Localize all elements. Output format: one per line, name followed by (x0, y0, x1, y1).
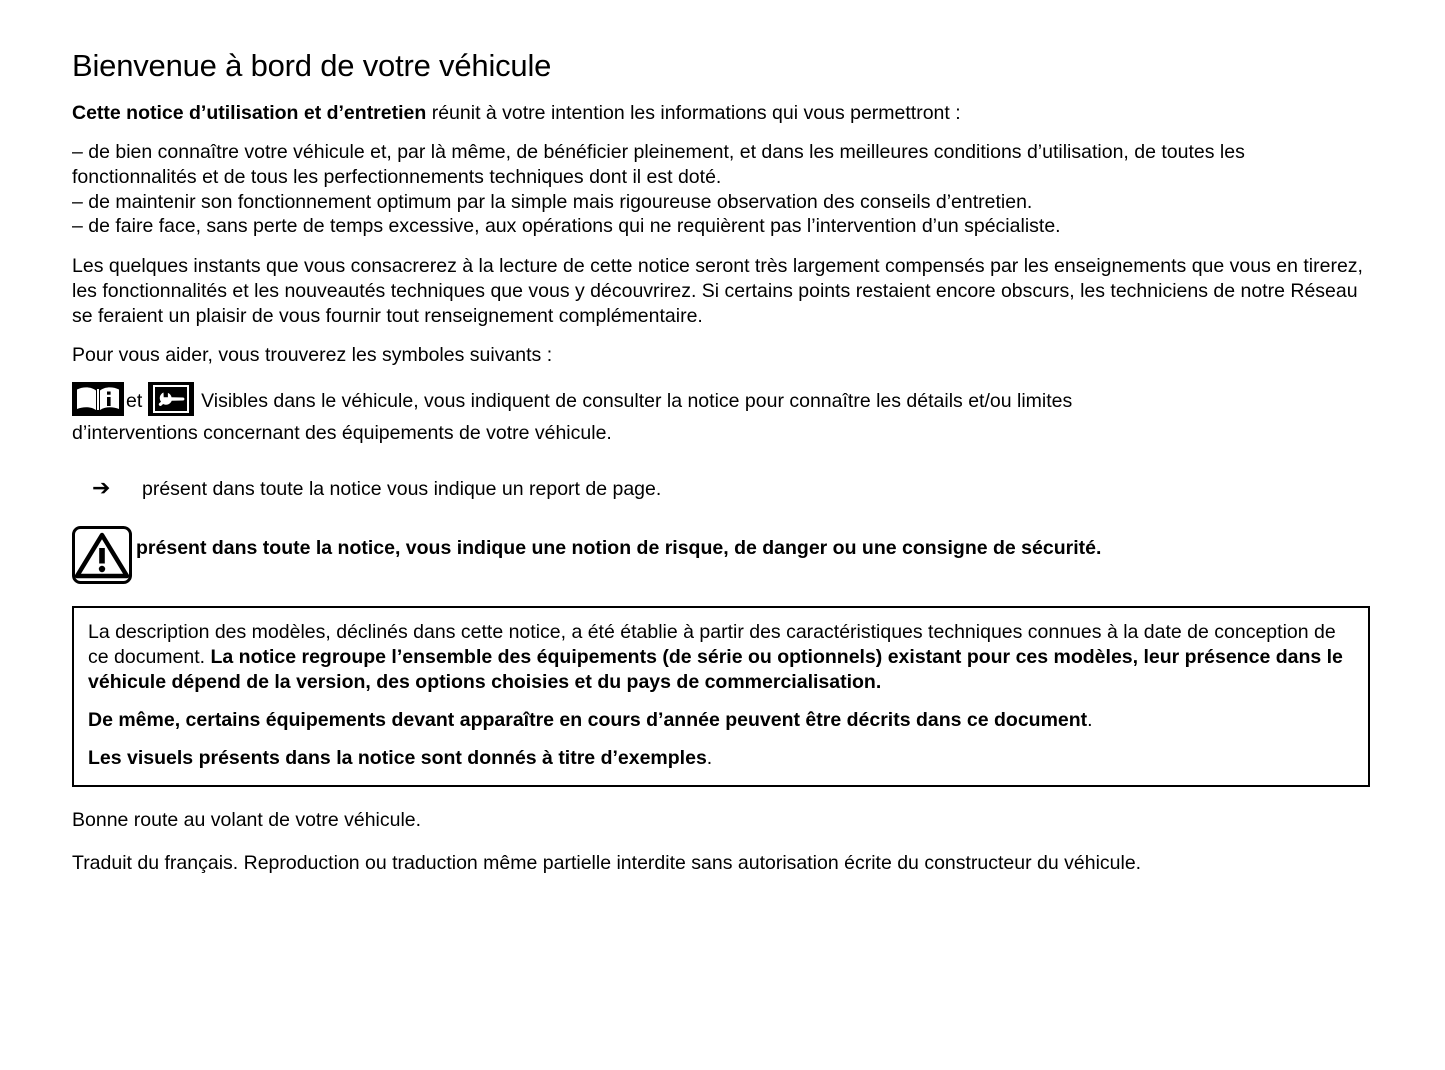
closing-line-2: Traduit du français. Reproduction ou traduction même partielle interdite sans autorisation écrite du constructeur du véhicule. (72, 852, 1142, 875)
intro-paragraph (72, 101, 1372, 126)
wrench-icon (148, 382, 194, 416)
benefits-list (72, 140, 1372, 240)
list-item: – de maintenir son fonctionnement optimum par la simple mais rigoureuse observation des conseils d’entretien. (72, 190, 1033, 213)
note-paragraph-3 (88, 746, 1354, 771)
note-paragraph-1 (88, 620, 1354, 695)
note-paragraph-3-tail: . (706, 747, 713, 770)
warning-symbol-row (72, 526, 1373, 584)
body-paragraph-2: Les quelques instants que vous consacrerez à la lecture de cette notice seront très largement compensés par les enseignements que vous en tirerez, les fonctionnalités et les nouveautés techniques que vous y découvrirez. Si certains points restaient encore obscurs, les techniciens de notre Réseau se feraient un plaisir de vous fournir tout renseignement complémentaire. (72, 255, 1363, 328)
symbols-conjunction: et (126, 390, 143, 413)
page-title: Bienvenue à bord de votre véhicule (72, 48, 552, 83)
arrow-right-icon: ➔ (92, 475, 111, 501)
note-paragraph-3-bold: Les visuels présents dans la notice sont donnés à titre d’exemples (88, 747, 707, 770)
notice-disclaimer-box (72, 606, 1370, 787)
warning-triangle-icon (72, 526, 132, 584)
page-reference-symbol-row (72, 477, 1373, 502)
list-item: – de bien connaître votre véhicule et, par là même, de bénéficier pleinement, et dans les meilleures conditions d’utilisation, de toutes les fonctionnalités et de tous les perfectionnements techniques dont il est doté. (72, 140, 1245, 188)
symbols-intro: Pour vous aider, vous trouverez les symboles suivants : (72, 344, 553, 367)
note-paragraph-1-bold: La notice regroupe l’ensemble des équipements (de série ou optionnels) existant pour ces modèles, leur présence dans le véhicule dépend de la version, des options choisies et du pays de commercialisation. (88, 646, 1343, 694)
closing-line-1: Bonne route au volant de votre véhicule. (72, 809, 422, 832)
intro-lead-rest: réunit à votre intention les informations qui vous permettront : (426, 101, 961, 124)
note-paragraph-2-tail: . (1087, 709, 1093, 732)
note-paragraph-2 (88, 708, 1354, 733)
intro-lead-bold: Cette notice d’utilisation et d’entretien (72, 101, 427, 124)
note-paragraph-1-plain: La description des modèles, déclinés dans cette notice, a été établie à partir des caractéristiques techniques connues à la date de conception de ce document. (88, 621, 1336, 669)
warning-symbol-text: présent dans toute la notice, vous indique une notion de risque, de danger ou une consigne de sécurité. (136, 537, 1102, 560)
book-info-icon (72, 382, 124, 416)
symbols-description-part2: d’interventions concernant des équipements de votre véhicule. (72, 421, 612, 444)
list-item: – de faire face, sans perte de temps excessive, aux opérations qui ne requièrent pas l’intervention d’un spécialiste. (72, 215, 1061, 238)
arrow-symbol-text: présent dans toute la notice vous indique un report de page. (142, 478, 662, 501)
note-paragraph-2-bold: De même, certains équipements devant apparaître en cours d’année peuvent être décrits dans ce document (88, 709, 1088, 732)
symbols-description (72, 382, 1372, 449)
symbols-description-part1: Visibles dans le véhicule, vous indiquent de consulter la notice pour connaître les détails et/ou limites (195, 390, 1073, 413)
